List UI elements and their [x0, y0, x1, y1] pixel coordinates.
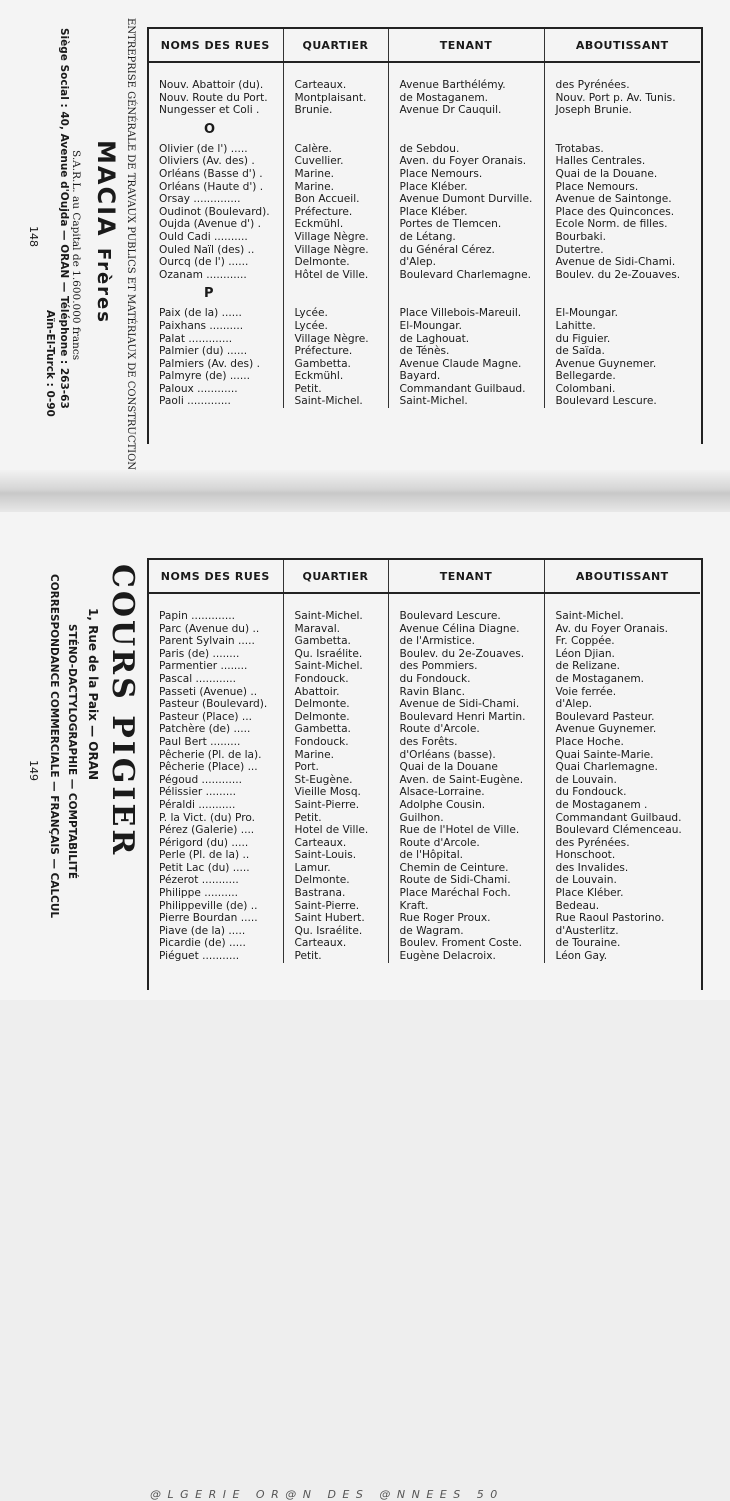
- table-row: Ouled Naïl (des) .. Village Nègre. du Général Cérez. Dutertre.: [148, 244, 700, 257]
- table-row: Paix (de la) ...... Lycée. Place Villebois-Mareuil. El-Moungar.: [148, 307, 700, 320]
- table-row: Oliviers (Av. des) . Cuvellier. Aven. du Foyer Oranais. Halles Centrales.: [148, 155, 700, 168]
- table-row: Passeti (Avenue) .. Abattoir. Ravin Blanc. Voie ferrée.: [148, 686, 700, 699]
- table-row: Piéguet ........... Petit. Eugène Delacroix. Léon Gay.: [148, 950, 700, 963]
- ad-pigier-line1: 1, Rue de la Paix — ORAN: [86, 608, 100, 781]
- table-row: Pérez (Galerie) .... Hotel de Ville. Rue de l'Hotel de Ville. Boulevard Clémenceau.: [148, 824, 700, 837]
- table-row: Pascal ............ Fondouck. du Fondouck. de Mostaganem.: [148, 673, 700, 686]
- header-quartier: QUARTIER: [283, 560, 388, 593]
- table-row: Périgord (du) ..... Carteaux. Route d'Arcole. des Pyrénées.: [148, 837, 700, 850]
- ad-macia-line1: ENTREPRISE GÉNÉRALE DE TRAVAUX PUBLICS ET MATÉRIAUX DE CONSTRUCTION: [125, 18, 136, 471]
- table-row: Piave (de la) ..... Qu. Israélite. de Wagram. d'Austerlitz.: [148, 925, 700, 938]
- page-number: 149: [27, 760, 40, 781]
- streets-table-bottom: [148, 560, 700, 963]
- ad-pigier-name: COURS PIGIER: [105, 564, 140, 858]
- table-row: Orléans (Basse d') . Marine. Place Nemours. Quai de la Douane.: [148, 168, 700, 181]
- header-tenant: TENANT: [388, 29, 544, 62]
- table-row: Palmyre (de) ...... Eckmühl. Bayard. Bellegarde.: [148, 370, 700, 383]
- table-row: Philippe .......... Bastrana. Place Maréchal Foch. Place Kléber.: [148, 887, 700, 900]
- table-row: Oujda (Avenue d') . Eckmühl. Portes de Tlemcen. Ecole Norm. de filles.: [148, 218, 700, 231]
- header-noms: NOMS DES RUES: [148, 560, 283, 593]
- header-tenant: TENANT: [388, 560, 544, 593]
- ad-macia-name: MACIA Frères: [92, 140, 120, 324]
- header-noms: NOMS DES RUES: [148, 29, 283, 62]
- table-row: Pasteur (Place) ... Delmonte. Boulevard Henri Martin. Boulevard Pasteur.: [148, 711, 700, 724]
- table-row: Parent Sylvain ..... Gambetta. de l'Armistice. Fr. Coppée.: [148, 635, 700, 648]
- table-row: Picardie (de) ..... Carteaux. Boulev. Froment Coste. de Touraine.: [148, 937, 700, 950]
- page-149: [0, 512, 730, 1501]
- table-row: Pélissier ......... Vieille Mosq. Alsace-Lorraine. du Fondouck.: [148, 786, 700, 799]
- ad-pigier-line3: CORRESPONDANCE COMMERCIALE — FRANÇAIS — CALCUL: [48, 574, 60, 919]
- table-row: Ourcq (de l') ...... Delmonte. d'Alep. Avenue de Sidi-Chami.: [148, 256, 700, 269]
- table-row: Olivier (de l') ..... Calère. de Sebdou. Trotabas.: [148, 143, 700, 156]
- table-row: Paris (de) ........ Qu. Israélite. Boulev. du 2e-Zouaves. Léon Djian.: [148, 648, 700, 661]
- table-row: Péraldi ........... Saint-Pierre. Adolphe Cousin. de Mostaganem .: [148, 799, 700, 812]
- page-148: [0, 0, 730, 470]
- table-row: Patchère (de) ..... Gambetta. Route d'Arcole. Avenue Guynemer.: [148, 723, 700, 736]
- table-row: Pêcherie (Place) ... Port. Quai de la Douane Quai Charlemagne.: [148, 761, 700, 774]
- table-row: Paoli ............. Saint-Michel. Saint-Michel. Boulevard Lescure.: [148, 395, 700, 408]
- table-row: Parmentier ........ Saint-Michel. des Pommiers. de Relizane.: [148, 660, 700, 673]
- ad-macia-line4: Aïn-El-Turck : 0-90: [44, 310, 56, 417]
- table-row: Papin ............. Saint-Michel. Boulevard Lescure. Saint-Michel.: [148, 610, 700, 623]
- streets-table-top: [148, 29, 700, 408]
- header-quartier: QUARTIER: [283, 29, 388, 62]
- table-row: Palmiers (Av. des) . Gambetta. Avenue Claude Magne. Avenue Guynemer.: [148, 358, 700, 371]
- ad-macia-line2: S.A.R.L. au Capital de 1.600.000 francs: [70, 150, 82, 361]
- section-letter-o: O: [148, 117, 700, 143]
- table-row: Nouv. Route du Port. Montplaisant. de Mostaganem. Nouv. Port p. Av. Tunis.: [148, 92, 700, 105]
- table-row: Paixhans .......... Lycée. El-Moungar. Lahitte.: [148, 320, 700, 333]
- table-row: Oudinot (Boulevard). Préfecture. Place Kléber. Place des Quinconces.: [148, 206, 700, 219]
- table-row: Orsay .............. Bon Accueil. Avenue Dumont Durville. Avenue de Saintonge.: [148, 193, 700, 206]
- table-row: Palmier (du) ...... Préfecture. de Ténès. de Saïda.: [148, 345, 700, 358]
- table-row: P. la Vict. (du) Pro. Petit. Guilhon. Commandant Guilbaud.: [148, 812, 700, 825]
- table-row: Philippeville (de) .. Saint-Pierre. Kraft. Bedeau.: [148, 900, 700, 913]
- table-row: Perle (Pl. de la) .. Saint-Louis. de l'Hôpital. Honschoot.: [148, 849, 700, 862]
- table-row: Nungesser et Coli . Brunie. Avenue Dr Cauquil. Joseph Brunie.: [148, 104, 700, 117]
- table-row: Nouv. Abattoir (du). Carteaux. Avenue Barthélémy. des Pyrénées.: [148, 79, 700, 92]
- header-aboutissant: ABOUTISSANT: [544, 560, 700, 593]
- table-row: Palat ............. Village Nègre. de Laghouat. du Figuier.: [148, 333, 700, 346]
- table-row: Pégoud ............ St-Eugène. Aven. de Saint-Eugène. de Louvain.: [148, 774, 700, 787]
- table-row: Parc (Avenue du) .. Maraval. Avenue Célina Diagne. Av. du Foyer Oranais.: [148, 623, 700, 636]
- ad-macia-line3: Siège Social : 40, Avenue d'Oujda — ORAN — Téléphone : 263-63: [58, 28, 70, 409]
- table-row: Paloux ............ Petit. Commandant Guilbaud. Colombani.: [148, 383, 700, 396]
- table-row: Paul Bert ......... Fondouck. des Forêts. Place Hoche.: [148, 736, 700, 749]
- table-row: Ozanam ............ Hôtel de Ville. Boulevard Charlemagne. Boulev. du 2e-Zouaves.: [148, 269, 700, 282]
- table-row: Pêcherie (Pl. de la). Marine. d'Orléans (basse). Quai Sainte-Marie.: [148, 749, 700, 762]
- table-row: Pézerot ........... Delmonte. Route de Sidi-Chami. de Louvain.: [148, 874, 700, 887]
- watermark-footer: @LGERIE OR@N DES @NNEES 50: [150, 1488, 504, 1501]
- section-letter-p: P: [148, 281, 700, 307]
- table-row: Petit Lac (du) ..... Lamur. Chemin de Ceinture. des Invalides.: [148, 862, 700, 875]
- page-number: 148: [27, 226, 40, 247]
- table-row: Orléans (Haute d') . Marine. Place Kléber. Place Nemours.: [148, 181, 700, 194]
- header-aboutissant: ABOUTISSANT: [544, 29, 700, 62]
- ad-pigier-line2: STÉNO-DACTYLOGRAPHIE — COMPTABILITÉ: [66, 624, 78, 880]
- page-fold: [0, 470, 730, 512]
- table-row: Pierre Bourdan ..... Saint Hubert. Rue Roger Proux. Rue Raoul Pastorino.: [148, 912, 700, 925]
- table-row: Ould Cadi .......... Village Nègre. de Létang. Bourbaki.: [148, 231, 700, 244]
- table-row: Pasteur (Boulevard). Delmonte. Avenue de Sidi-Chami. d'Alep.: [148, 698, 700, 711]
